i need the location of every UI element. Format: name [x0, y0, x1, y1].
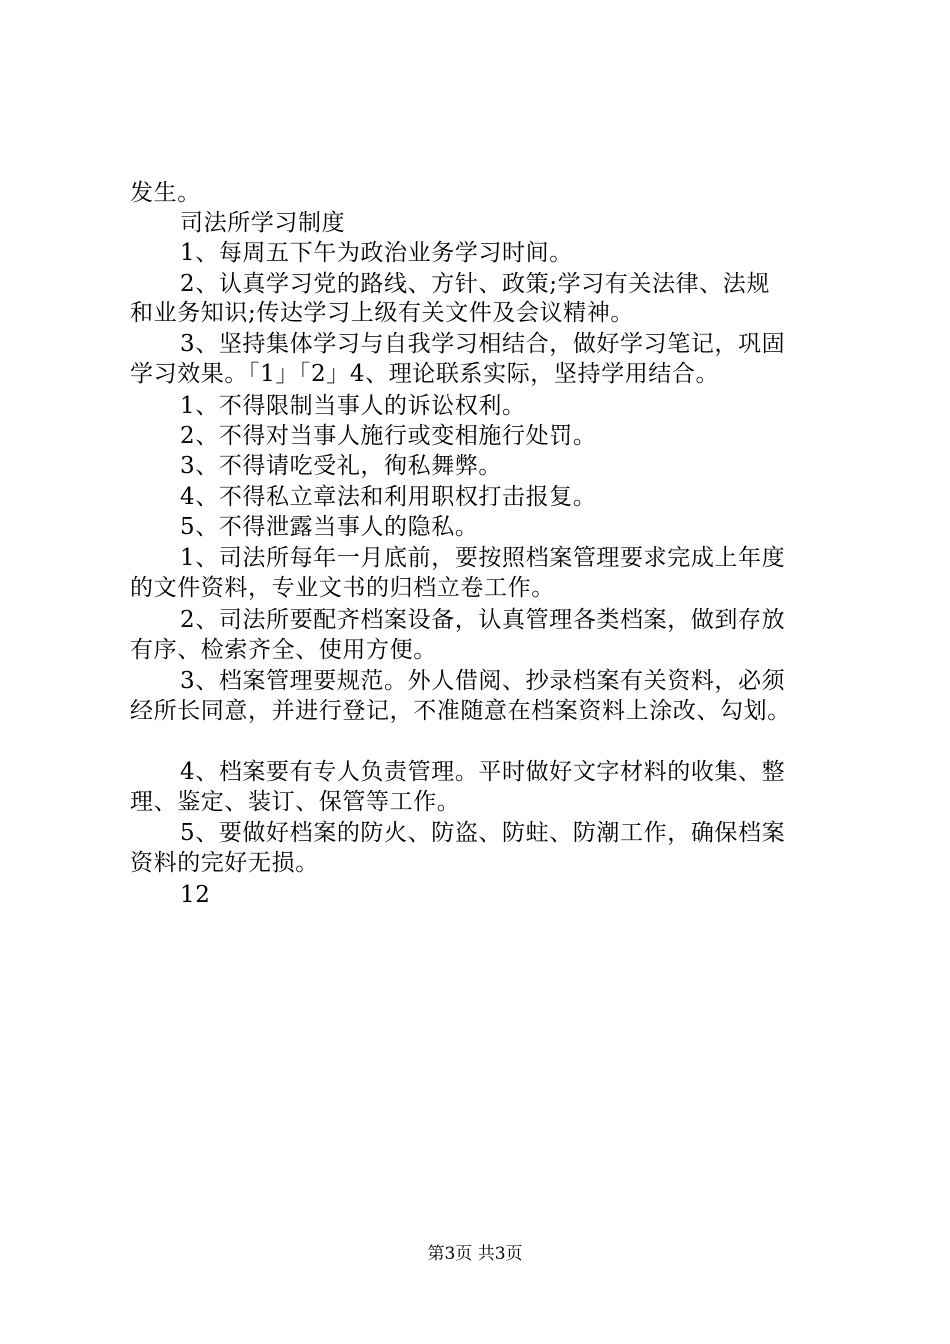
- text-line: 4、档案要有专人负责管理。平时做好文字材料的收集、整: [180, 759, 786, 785]
- text-line: 学习效果。「1」「2」4、理论联系实际，坚持学用结合。: [130, 361, 720, 387]
- text-line: 1、不得限制当事人的诉讼权利。: [180, 393, 526, 419]
- text-line: 2、不得对当事人施行或变相施行处罚。: [180, 423, 597, 449]
- text-line: 资料的完好无损。: [130, 850, 319, 876]
- text-line: 3、不得请吃受礼，徇私舞弊。: [180, 453, 503, 479]
- text-line: 经所长同意，并进行登记，不准随意在档案资料上涂改、勾划。: [130, 698, 791, 724]
- text-line: 3、坚持集体学习与自我学习相结合，做好学习笔记，巩固: [180, 331, 786, 357]
- text-line: 1、每周五下午为政治业务学习时间。: [180, 240, 573, 266]
- text-line: 4、不得私立章法和利用职权打击报复。: [180, 484, 597, 510]
- text-line: 2、认真学习党的路线、方针、政策;学习有关法律、法规: [180, 271, 770, 297]
- text-line: 5、要做好档案的防火、防盗、防蛀、防潮工作，确保档案: [180, 820, 786, 846]
- section-heading: 司法所学习制度: [180, 210, 346, 236]
- text-line: 1、司法所每年一月底前，要按照档案管理要求完成上年度: [180, 545, 786, 571]
- text-line: 有序、检索齐全、使用方便。: [130, 637, 437, 663]
- page-number: 第3页 共3页: [427, 1244, 523, 1264]
- text-line: 5、不得泄露当事人的隐私。: [180, 514, 479, 540]
- text-line: 发生。: [130, 180, 201, 206]
- text-line: 12: [180, 882, 211, 908]
- text-line: 理、鉴定、装订、保管等工作。: [130, 789, 461, 815]
- text-line: 3、档案管理要规范。外人借阅、抄录档案有关资料，必须: [180, 668, 786, 694]
- text-line: 2、司法所要配齐档案设备，认真管理各类档案，做到存放: [180, 607, 786, 633]
- text-line: 的文件资料，专业文书的归档立卷工作。: [130, 575, 555, 601]
- text-line: 和业务知识;传达学习上级有关文件及会议精神。: [130, 300, 634, 326]
